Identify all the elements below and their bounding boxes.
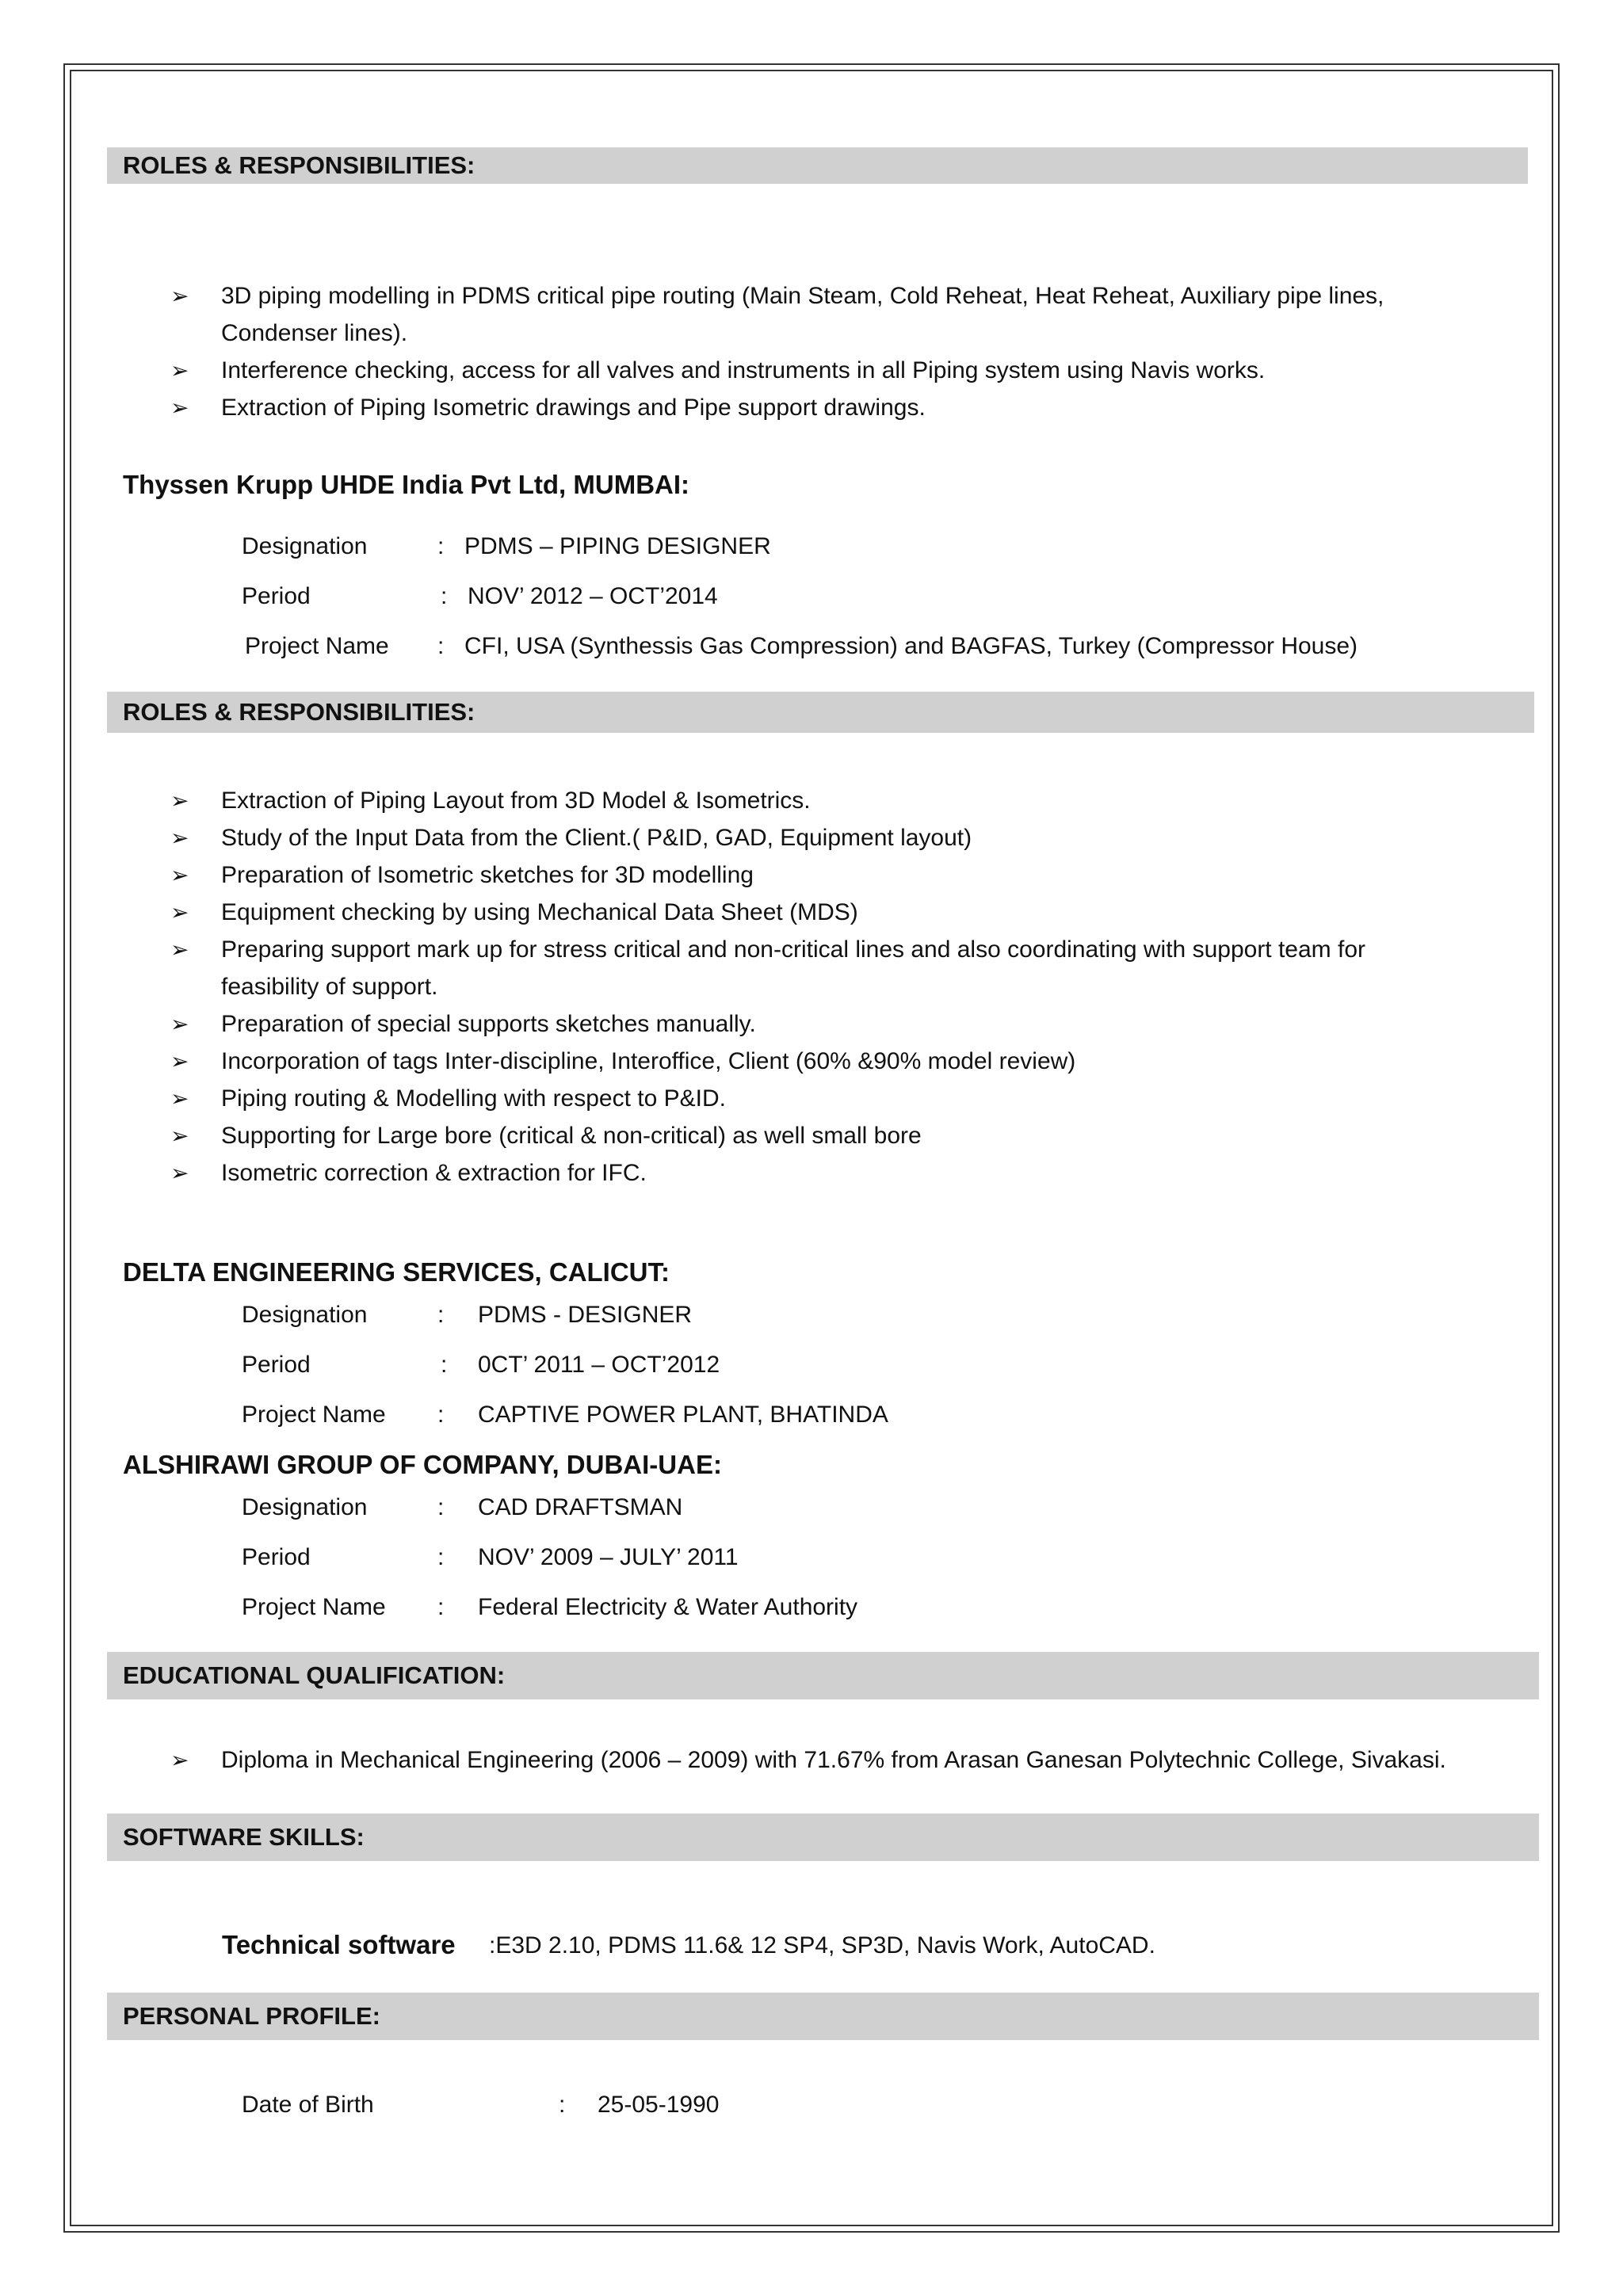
colon: : (437, 1302, 445, 1328)
section-header-roles: ROLES & RESPONSIBILITIES: (107, 147, 1528, 184)
company-alshirawi: ALSHIRAWI GROUP OF COMPANY, DUBAI-UAE: (123, 1450, 722, 1479)
list-item: ➢ Preparing support mark up for stress critical and non-critical lines and also coordinating with support team for (170, 931, 1365, 968)
list-item: ➢ Incorporation of tags Inter-discipline, Interoffice, Client (60% &90% model review) (170, 1043, 1365, 1080)
period-label: Period (242, 583, 311, 609)
list-item: ➢ Preparation of special supports sketches manually. (170, 1005, 1365, 1043)
designation-value: PDMS - DESIGNER (478, 1302, 693, 1328)
project-value: CAPTIVE POWER PLANT, BHATINDA (478, 1402, 888, 1428)
section-header-software: SOFTWARE SKILLS: (107, 1814, 1539, 1861)
project-label: Project Name (242, 1402, 386, 1428)
period-label: Period (242, 1352, 311, 1378)
arrow-bullet-icon: ➢ (170, 1049, 189, 1074)
software-value: :E3D 2.10, PDMS 11.6& 12 SP4, SP3D, Navis Work, AutoCAD. (489, 1932, 1155, 1958)
colon: : (437, 533, 445, 559)
arrow-bullet-icon: ➢ (170, 1123, 189, 1148)
period-value: 0CT’ 2011 – OCT’2012 (478, 1352, 720, 1378)
colon: : (437, 1544, 445, 1570)
arrow-bullet-icon: ➢ (170, 937, 189, 962)
section-header-roles: ROLES & RESPONSIBILITIES: (107, 692, 1534, 733)
list-item: feasibility of support. (221, 974, 438, 1000)
list-item: ➢ Piping routing & Modelling with respect to P&ID. (170, 1080, 1365, 1117)
arrow-bullet-icon: ➢ (170, 788, 189, 813)
arrow-bullet-icon: ➢ (170, 395, 189, 420)
designation-label: Designation (242, 1302, 368, 1328)
list-item: ➢ Supporting for Large bore (critical & non-critical) as well small bore (170, 1117, 1365, 1154)
colon: : (437, 1494, 445, 1520)
project-label: Project Name (242, 1594, 386, 1620)
list-item: ➢ Interference checking, access for all valves and instruments in all Piping system using Navis works. (170, 352, 1384, 389)
arrow-bullet-icon: ➢ (170, 1748, 189, 1772)
arrow-bullet-icon: ➢ (170, 1161, 189, 1185)
arrow-bullet-icon: ➢ (170, 900, 189, 925)
colon: : (441, 1352, 448, 1378)
project-value: CFI, USA (Synthessis Gas Compression) and BAGFAS, Turkey (Compressor House) (464, 633, 1358, 659)
colon: : (437, 633, 445, 659)
colon: : (437, 1402, 445, 1428)
project-label: Project Name (245, 633, 389, 659)
software-label: Technical software (222, 1930, 456, 1959)
colon: : (559, 2092, 566, 2118)
dob-label: Date of Birth (242, 2092, 374, 2118)
arrow-bullet-icon: ➢ (170, 1086, 189, 1111)
designation-value: CAD DRAFTSMAN (478, 1494, 683, 1520)
section-header-education: EDUCATIONAL QUALIFICATION: (107, 1652, 1539, 1699)
company-thyssen: Thyssen Krupp UHDE India Pvt Ltd, MUMBAI: (123, 470, 690, 499)
period-value: NOV’ 2009 – JULY’ 2011 (478, 1544, 739, 1570)
period-value: NOV’ 2012 – OCT’2014 (468, 583, 718, 609)
list-item: ➢ 3D piping modelling in PDMS critical pipe routing (Main Steam, Cold Reheat, Heat Reheat, Auxiliary pipe lines, (170, 277, 1384, 315)
company-delta: DELTA ENGINEERING SERVICES, CALICUT: (123, 1257, 670, 1287)
designation-label: Designation (242, 533, 368, 559)
colon: : (437, 1594, 445, 1620)
list-item: ➢ Preparation of Isometric sketches for 3D modelling (170, 856, 1365, 894)
education-list (170, 1741, 1446, 1779)
project-value: Federal Electricity & Water Authority (478, 1594, 858, 1620)
arrow-bullet-icon: ➢ (170, 358, 189, 383)
list-item: ➢ Study of the Input Data from the Client.( P&ID, GAD, Equipment layout) (170, 819, 1365, 856)
colon: : (441, 583, 448, 609)
period-label: Period (242, 1544, 311, 1570)
list-item: ➢ Extraction of Piping Layout from 3D Model & Isometrics. (170, 782, 1365, 819)
arrow-bullet-icon: ➢ (170, 1012, 189, 1036)
designation-label: Designation (242, 1494, 368, 1520)
list-item: Condenser lines). (221, 320, 408, 346)
section-header-personal: PERSONAL PROFILE: (107, 1993, 1539, 2040)
roles-list-2 (170, 782, 1365, 1192)
dob-value: 25-05-1990 (598, 2092, 720, 2118)
list-item: ➢ Equipment checking by using Mechanical Data Sheet (MDS) (170, 894, 1365, 931)
list-item: ➢ Isometric correction & extraction for IFC. (170, 1154, 1365, 1192)
arrow-bullet-icon: ➢ (170, 284, 189, 308)
list-item: ➢ Extraction of Piping Isometric drawings and Pipe support drawings. (170, 389, 1384, 426)
arrow-bullet-icon: ➢ (170, 826, 189, 850)
roles-list-1 (170, 277, 1384, 426)
designation-value: PDMS – PIPING DESIGNER (464, 533, 771, 559)
list-item: ➢ Diploma in Mechanical Engineering (2006 – 2009) with 71.67% from Arasan Ganesan Polytechnic College, Sivakasi. (170, 1741, 1446, 1779)
arrow-bullet-icon: ➢ (170, 863, 189, 887)
